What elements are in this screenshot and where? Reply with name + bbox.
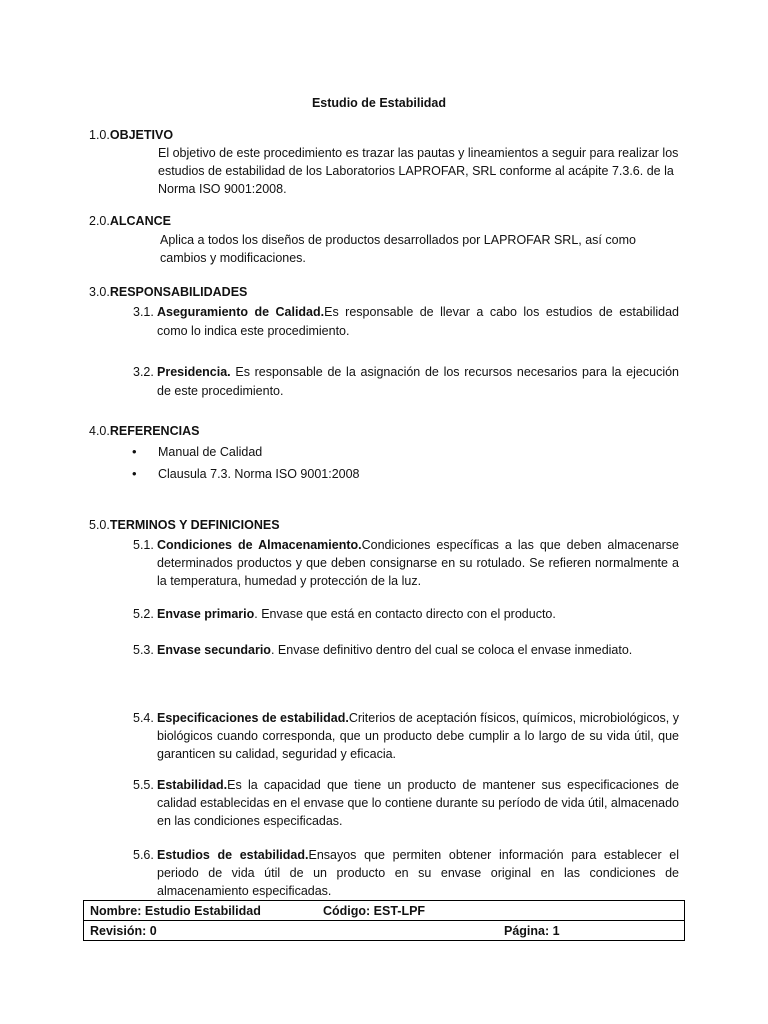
item-number: 5.5.	[133, 778, 154, 792]
item-term: Aseguramiento de Calidad.	[157, 305, 325, 319]
list-item	[133, 536, 679, 590]
item-term: Presidencia.	[157, 365, 231, 379]
item-text: Es responsable de llevar a cabo los estudios de estabilidad como lo indica este procedimiento.	[157, 305, 679, 338]
section-responsabilidades-heading	[89, 283, 689, 301]
document-title: Estudio de Estabilidad	[311, 96, 447, 110]
item-text: Ensayos que permiten obtener información para establecer el periodo de vida útil de un producto en su envase original en las condiciones de almacenamiento especificadas.	[157, 848, 680, 898]
item-term: Especificaciones de estabilidad.	[157, 711, 349, 725]
section-objetivo-heading	[89, 126, 689, 144]
item-text: . Envase que está en contacto directo con el producto.	[254, 607, 556, 621]
item-number: 5.6.	[133, 848, 154, 862]
item-term: Estabilidad.	[157, 778, 228, 792]
section-alcance-body: Aplica a todos los diseños de productos desarrollados por LAPROFAR SRL, así como cambios y modificaciones.	[160, 233, 636, 265]
item-number: 5.3.	[133, 643, 154, 657]
list-item	[133, 776, 679, 830]
item-text: . Envase definitivo dentro del cual se coloca el envase inmediato.	[270, 643, 633, 657]
item-term: Condiciones de Almacenamiento.	[157, 538, 362, 552]
list-item: • Clausula 7.3. Norma ISO 9001:2008	[130, 465, 360, 487]
section-objetivo-body: El objetivo de este procedimiento es trazar las pautas y lineamientos a seguir para realizar los estudios de estabilidad de los Laboratorios LAPROFAR, SRL conforme al acápite 7.3.6. de la Norma ISO 9001:2008.	[158, 146, 679, 196]
list-item	[133, 303, 679, 341]
footer-codigo: Código: EST-LPF	[323, 904, 426, 918]
item-number: 3.1.	[133, 305, 154, 319]
item-number: 3.2.	[133, 365, 154, 379]
footer-revision: Revisión: 0	[90, 924, 157, 938]
list-item	[133, 709, 679, 763]
section-referencias-heading	[89, 422, 689, 440]
list-item	[133, 846, 679, 900]
references-list	[130, 443, 360, 487]
section-number: 1.0.	[89, 128, 110, 142]
section-number: 4.0.	[89, 424, 110, 438]
item-term: Envase primario	[157, 607, 255, 621]
section-heading: TERMINOS Y DEFINICIONES	[109, 518, 280, 532]
footer-cell	[84, 901, 685, 921]
item-number: 5.2.	[133, 607, 154, 621]
item-text: Es responsable de la asignación de los recursos necesarios para la ejecución de este procedimiento.	[157, 365, 679, 398]
list-item	[133, 641, 679, 659]
section-number: 3.0.	[89, 285, 110, 299]
section-heading: REFERENCIAS	[109, 424, 200, 438]
section-terminos-heading	[89, 516, 689, 534]
section-heading: OBJETIVO	[109, 128, 174, 142]
item-text: Es la capacidad que tiene un producto de mantener sus especificaciones de calidad establecidas en el envase que lo contiene durante su período de vida útil, almacenado en las condiciones especificadas.	[157, 778, 679, 828]
table-row	[84, 921, 685, 941]
list-item	[133, 605, 679, 623]
item-term: Estudios de estabilidad.	[157, 848, 309, 862]
section-heading: RESPONSABILIDADES	[109, 285, 248, 299]
item-text: Condiciones específicas a las que deben almacenarse determinados productos y que deben consignarse en su rotulado. Se refieren normalmente a la temperatura, humedad y protección de la luz.	[157, 538, 679, 588]
footer-pagina: Página: 1	[504, 924, 560, 938]
section-number: 2.0.	[89, 214, 110, 228]
list-item	[133, 363, 679, 401]
list-item: • Manual de Calidad	[130, 443, 360, 465]
section-alcance-heading	[89, 212, 689, 230]
item-number: 5.4.	[133, 711, 154, 725]
section-number: 5.0.	[89, 518, 110, 532]
footer-nombre: Nombre: Estudio Estabilidad	[90, 904, 261, 918]
item-text: Criterios de aceptación físicos, químicos, microbiológicos, y biológicos cuando corresponda, que un producto debe cumplir a lo largo de su vida útil, que garanticen su calidad, seguridad y eficacia.	[157, 711, 679, 761]
table-row	[84, 901, 685, 921]
document-footer-table	[83, 900, 685, 941]
footer-cell	[84, 921, 685, 941]
section-heading: ALCANCE	[109, 214, 171, 228]
item-number: 5.1.	[133, 538, 154, 552]
item-term: Envase secundario	[157, 643, 271, 657]
